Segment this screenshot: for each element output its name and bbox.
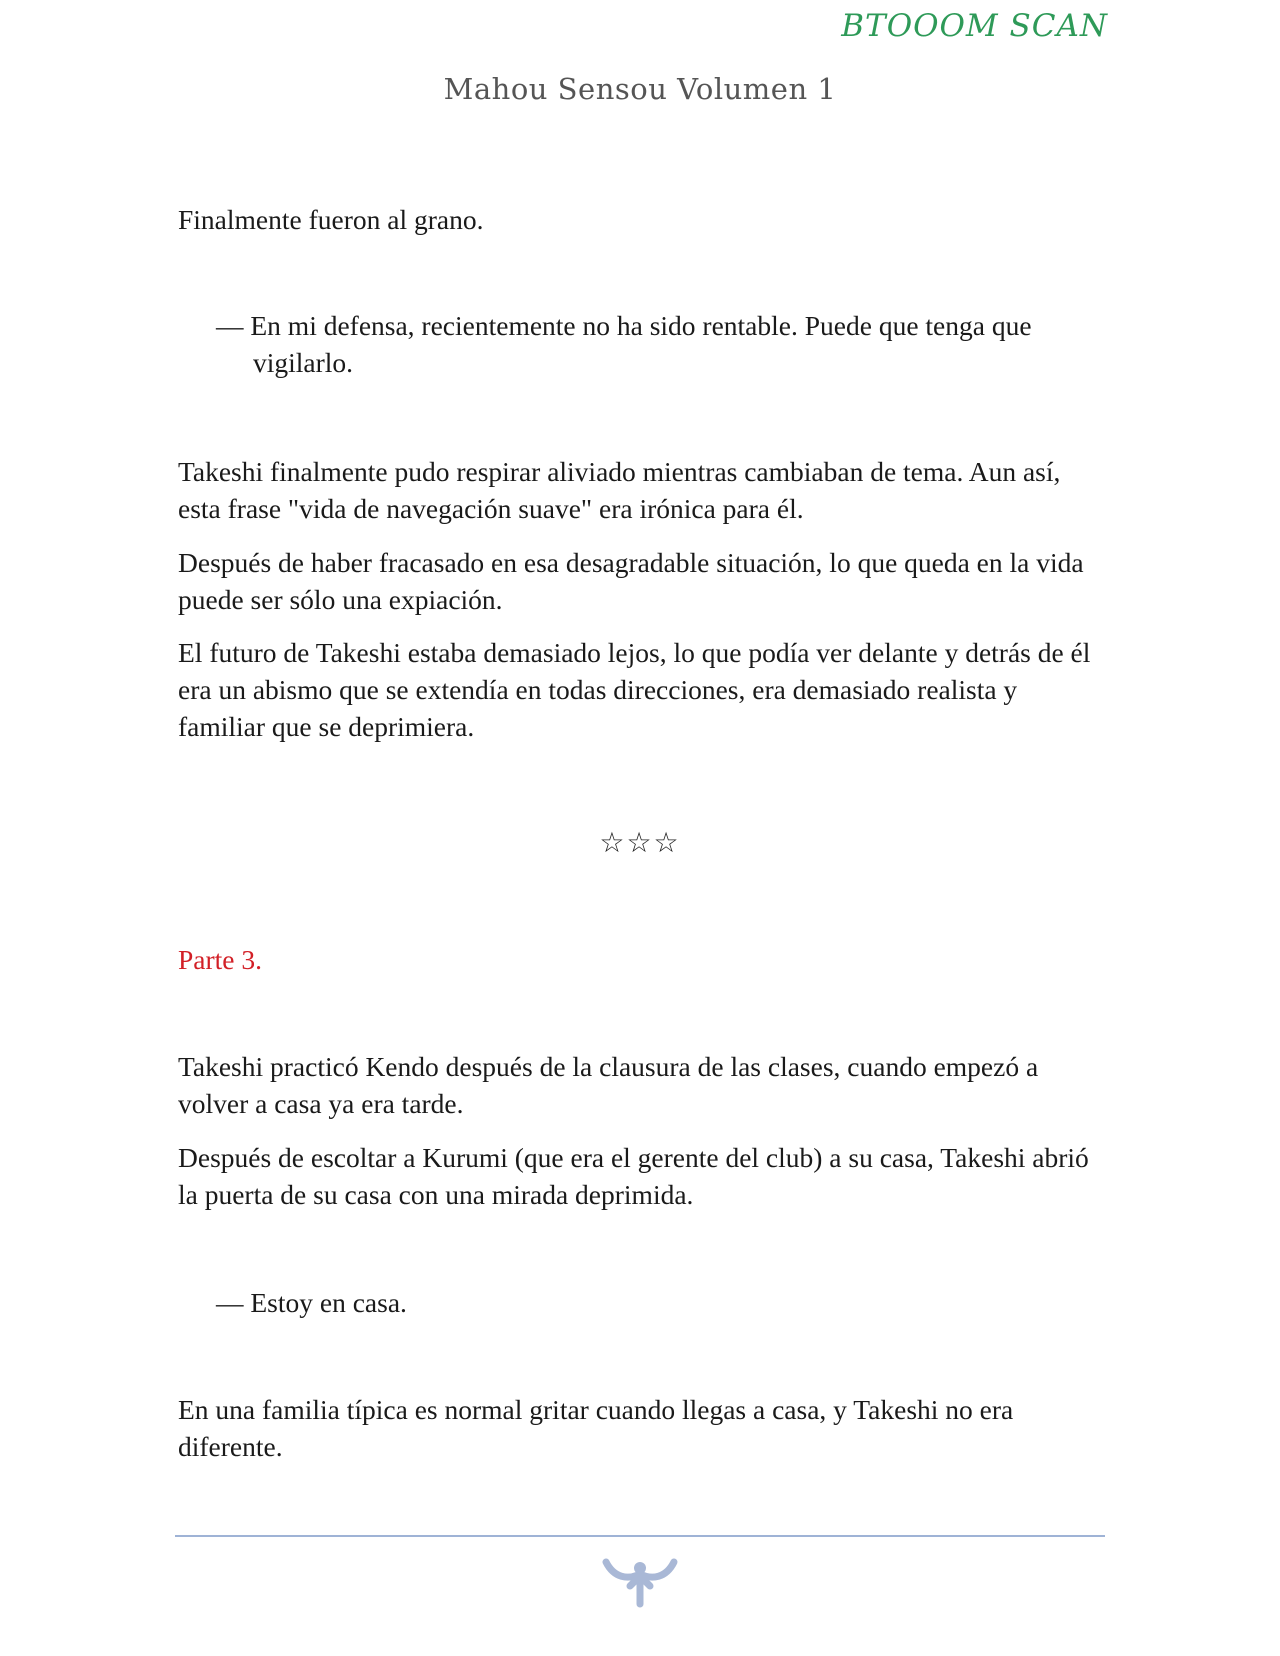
paragraph-3: Después de haber fracasado en esa desagradable situación, lo que queda en la vida puede ser sólo una expiación. [178,547,1084,615]
bird-ornament-icon [600,1552,680,1608]
dialogue-2: — Estoy en casa. [216,1287,407,1318]
footer-rule [175,1535,1105,1537]
star-separator: ☆☆☆ [599,826,681,859]
dialogue-1: — En mi defensa, recientemente no ha sido rentable. Puede que tenga que vigilarlo. [216,310,1032,378]
paragraph-5: Takeshi practicó Kendo después de la clausura de las clases, cuando empezó a volver a casa ya era tarde. [178,1051,1039,1119]
paragraph-7: En una familia típica es normal gritar cuando llegas a casa, y Takeshi no era diferente. [178,1394,1014,1462]
scan-credit: BTOOOM SCAN [841,8,1108,44]
paragraph-4: El futuro de Takeshi estaba demasiado lejos, lo que podía ver delante y detrás de él era un abismo que se extendía en todas direcciones, era demasiado realista y familiar que se deprimiera. [178,637,1091,742]
paragraph-2: Takeshi finalmente pudo respirar aliviado mientras cambiaban de tema. Aun así, esta frase "vida de navegación suave" era irónica para él. [178,456,1061,524]
paragraph-1: Finalmente fueron al grano. [178,204,484,235]
paragraph-6: Después de escoltar a Kurumi (que era el gerente del club) a su casa, Takeshi abrió la puerta de su casa con una mirada deprimida. [178,1142,1089,1210]
section-heading: Parte 3. [178,944,263,975]
running-header: Mahou Sensou Volumen 1 [443,72,837,106]
